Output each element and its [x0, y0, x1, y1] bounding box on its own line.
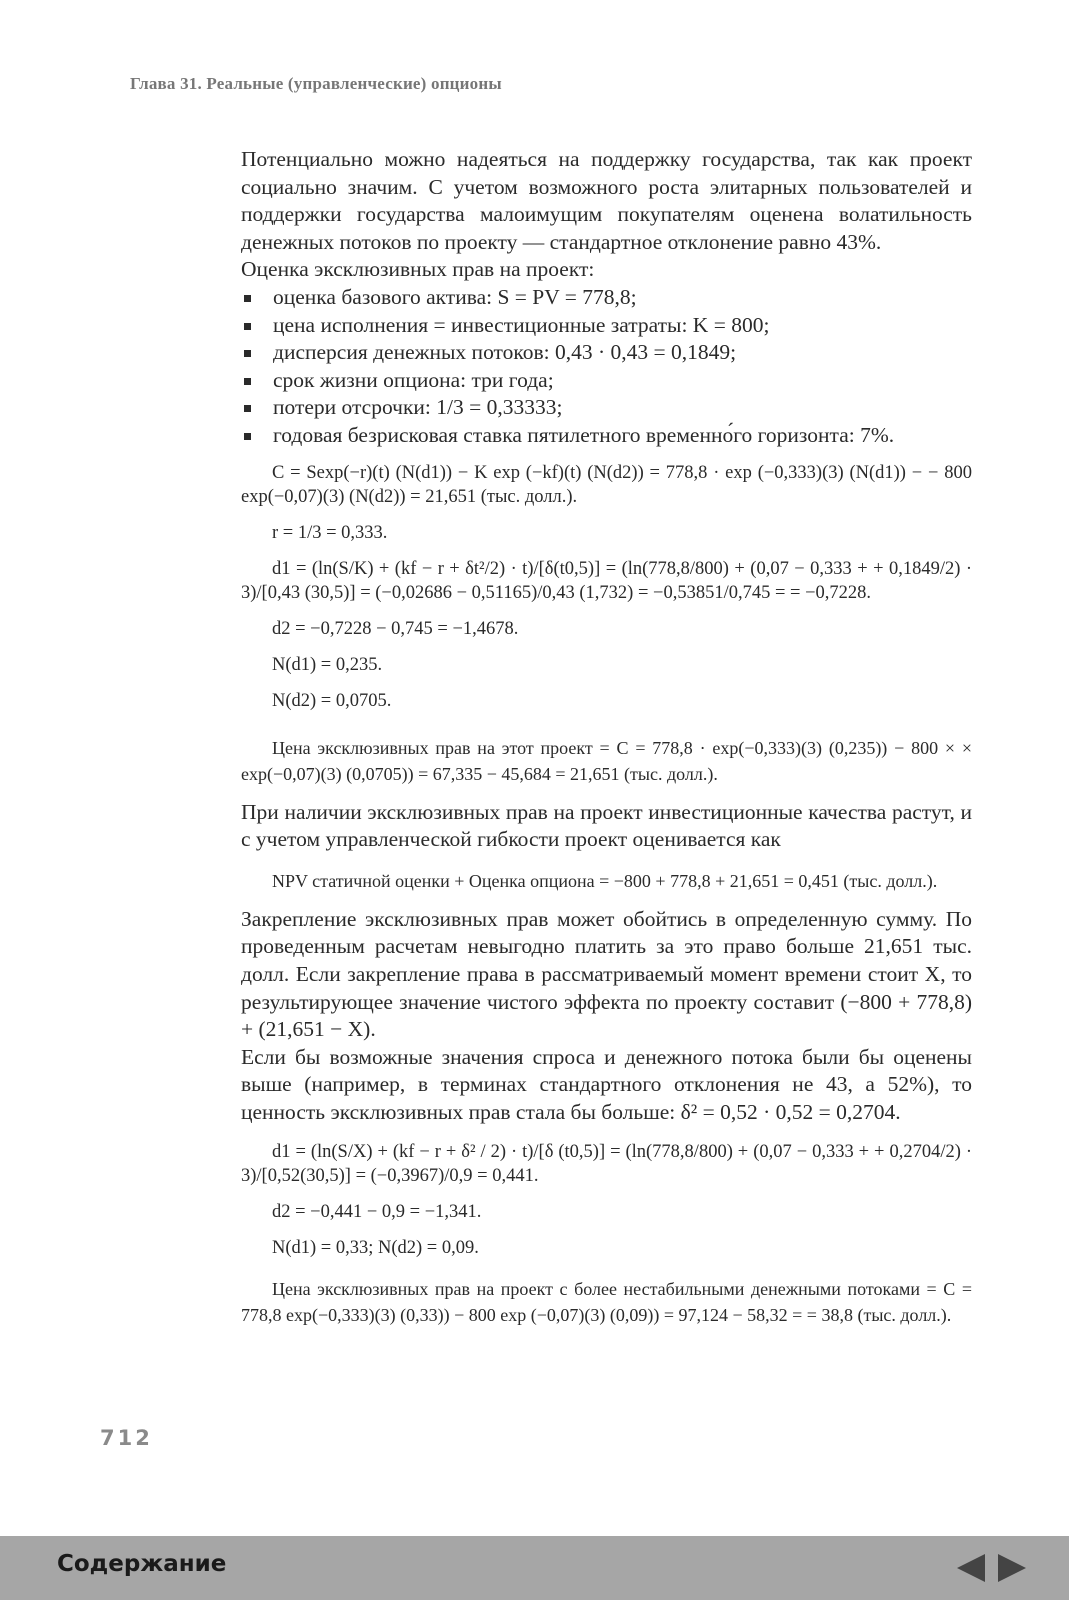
paragraph: Оценка эксклюзивных прав на проект: — [241, 257, 595, 282]
formula: N(d1) = 0,235. — [272, 654, 383, 675]
list-item: оценка базового актива: S = PV = 778,8; — [241, 284, 972, 312]
triangle-left-icon — [955, 1553, 987, 1583]
formula: C = Sexp(−r)(t) (N(d1)) − K exp (−kf)(t) (N(d2)) = 778,8 · exp (−0,333)(3) (N(d1)) − − 800 exp(−0,07)(3) (N(d2)) = 21,651 (тыс. долл.). — [241, 462, 972, 507]
running-head: Глава 31. Реальные (управленческие) опционы — [130, 74, 502, 93]
list-item: цена исполнения = инвестиционные затраты: K = 800; — [241, 312, 972, 340]
paragraph: При наличии эксклюзивных прав на проект инвестиционные качества растут, и с учетом управленческой гибкости проект оценивается как — [241, 799, 972, 852]
page-content — [241, 146, 972, 1328]
list-item: срок жизни опциона: три года; — [241, 367, 972, 395]
triangle-right-icon — [996, 1553, 1028, 1583]
list-item: потери отсрочки: 1/3 = 0,33333; — [241, 394, 972, 422]
formula: d2 = −0,441 − 0,9 = −1,341. — [272, 1202, 482, 1223]
prev-page-button[interactable] — [955, 1553, 987, 1583]
formula: r = 1/3 = 0,333. — [272, 522, 388, 543]
formula: N(d2) = 0,0705. — [272, 690, 392, 711]
list-item: годовая безрисковая ставка пятилетного временно́го горизонта: 7%. — [241, 422, 972, 450]
formula: d2 = −0,7228 − 0,745 = −1,4678. — [272, 618, 519, 639]
formula: d1 = (ln(S/X) + (kf − r + δ² / 2) · t)/[δ (t0,5)] = (ln(778,8/800) + (0,07 − 0,333 + + 0,2704/2) · 3)/[0,52(30,5)] = (−0,3967)/0,9 = 0,441. — [241, 1142, 972, 1187]
next-page-button[interactable] — [996, 1553, 1028, 1583]
formula: NPV статичной оценки + Оценка опциона = −800 + 778,8 + 21,651 = 0,451 (тыс. долл.). — [272, 870, 938, 891]
formula: Цена эксклюзивных прав на этот проект = C = 778,8 · exp(−0,333)(3) (0,235)) − 800 × × exp(−0,07)(3) (0,0705)) = 67,335 − 45,684 = 21,651 (тыс. долл.). — [241, 737, 972, 784]
formula: N(d1) = 0,33; N(d2) = 0,09. — [272, 1238, 479, 1259]
contents-link[interactable]: Содержание — [57, 1551, 227, 1577]
page-number: 712 — [100, 1426, 153, 1450]
paragraph: Закрепление эксклюзивных прав может обойтись в определенную сумму. По проведенным расчетам невыгодно платить за это право больше 21,651 тыс. долл. Если закрепление права в рассматриваемый момент времени стоит X, то результирующее значение чистого эффекта по проекту составит (−800 + 778,8) + (21,651 − X). — [241, 906, 972, 1042]
footer-bar — [0, 1536, 1069, 1600]
list-item: дисперсия денежных потоков: 0,43 · 0,43 = 0,1849; — [241, 339, 972, 367]
paragraph: Если бы возможные значения спроса и денежного потока были бы оценены выше (например, в терминах стандартного отклонения не 43, а 52%), то ценность эксклюзивных прав стала бы больше: δ² = 0,52 · 0,52 = 0,2704. — [241, 1044, 972, 1124]
formula: d1 = (ln(S/K) + (kf − r + δt²/2) · t)/[δ(t0,5)] = (ln(778,8/800) + (0,07 − 0,333 + + 0,1849/2) · 3)/[0,43 (30,5)] = (−0,02686 − 0,51165)/0,43 (1,732) = −0,53851/0,745 = = −0,7228. — [241, 558, 972, 603]
formula: Цена эксклюзивных прав на проект с более нестабильными денежными потоками = C = 778,8 exp(−0,333)(3) (0,33)) − 800 exp (−0,07)(3) (0,09)) = 97,124 − 58,32 = = 38,8 (тыс. долл.). — [241, 1279, 972, 1326]
paragraph: Потенциально можно надеяться на поддержку государства, так как проект социально значим. С учетом возможного роста элитарных пользователей и поддержки государства малоимущим покупателям оценена волатильность денежных потоков по проекту — стандартное отклонение равно 43%. — [241, 147, 972, 254]
bullet-list — [241, 284, 972, 450]
